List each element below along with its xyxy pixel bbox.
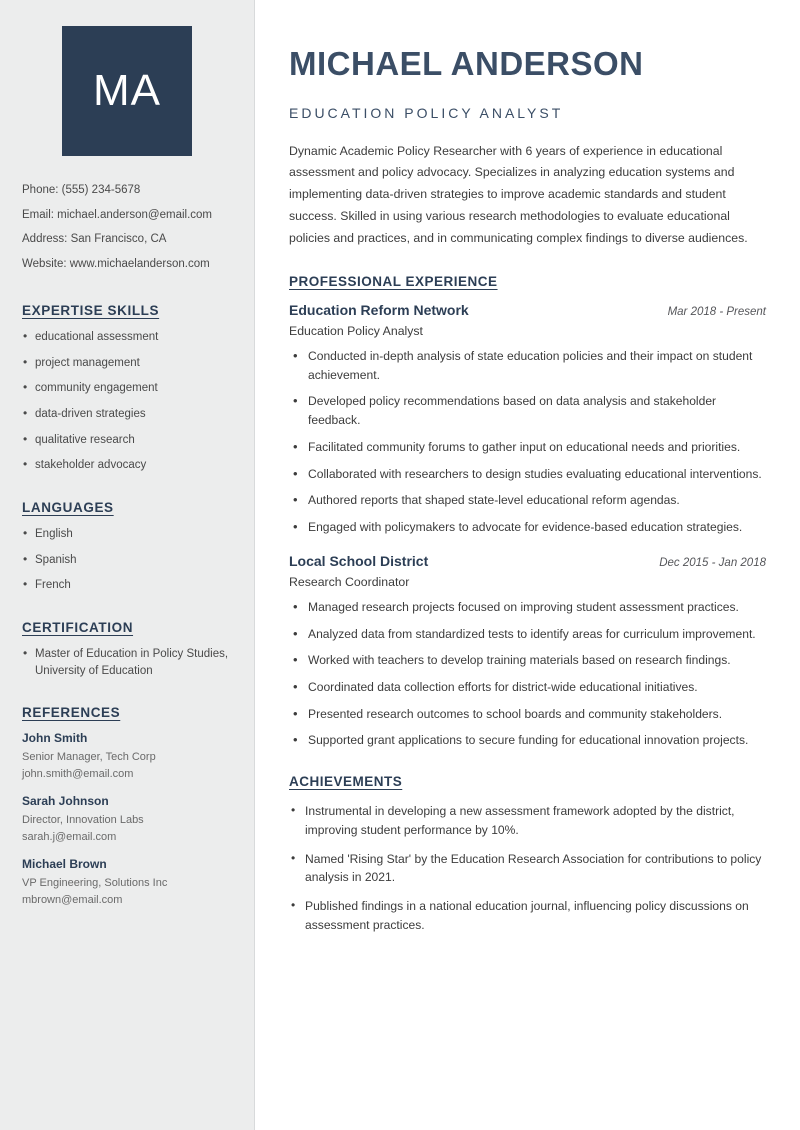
list-item: • Published findings in a national education journal, influencing policy discussions on assessment practices. (289, 897, 766, 934)
list-item: • French (22, 577, 232, 594)
reference-title: VP Engineering, Solutions Inc (22, 877, 168, 890)
reference-email: sarah.j@email.com (22, 830, 117, 843)
section-heading-experience: PROFESSIONAL EXPERIENCE (289, 273, 498, 289)
experience-header (289, 553, 766, 569)
list-item: • community engagement (22, 380, 232, 397)
list-item: • Worked with teachers to develop training materials based on research findings. (289, 651, 766, 670)
reference-title: Director, Innovation Labs (22, 814, 144, 827)
section-heading-achievements: ACHIEVEMENTS (289, 774, 403, 790)
contact-email: Email: michael.anderson@email.com (22, 208, 212, 221)
reference-name: John Smith (22, 731, 88, 746)
section-languages (22, 500, 232, 594)
list-item: • educational assessment (22, 329, 232, 346)
list-item: • Instrumental in developing a new assessment framework adopted by the district, improving student performance by 10%. (289, 802, 766, 839)
list-item: • Managed research projects focused on improving student assessment practices. (289, 598, 766, 617)
list-item: • English (22, 526, 232, 543)
achievements-list (289, 802, 766, 934)
employer-name: Education Reform Network (289, 301, 469, 318)
experience-entry (289, 302, 766, 537)
page-title: MICHAEL ANDERSON (289, 45, 644, 83)
certification-list (22, 646, 232, 679)
section-certification (22, 620, 232, 679)
section-heading-references: REFERENCES (22, 705, 121, 721)
list-item: • Master of Education in Policy Studies, University of Education (22, 646, 232, 679)
responsibility-list (289, 598, 766, 750)
experience-entry (289, 553, 766, 750)
contact-block (22, 178, 232, 277)
list-item: • Developed policy recommendations based on data analysis and stakeholder feedback. (289, 392, 766, 429)
section-heading-skills: EXPERTISE SKILLS (22, 302, 160, 318)
section-references (22, 705, 232, 908)
main-content (255, 0, 800, 1130)
employment-dates: Dec 2015 - Jan 2018 (659, 556, 766, 569)
skills-list (22, 329, 232, 474)
position-title: Research Coordinator (289, 574, 410, 589)
list-item: • Named 'Rising Star' by the Education Research Association for contributions to policy analysis in 2021. (289, 850, 766, 887)
avatar-monogram: MA (62, 26, 192, 156)
list-item: • Analyzed data from standardized tests to identify areas for curriculum improvement. (289, 625, 766, 644)
avatar-wrap (22, 26, 232, 156)
list-item: • qualitative research (22, 432, 232, 449)
job-role-subtitle: EDUCATION POLICY ANALYST (289, 104, 564, 121)
profile-summary: Dynamic Academic Policy Researcher with 6 years of experience in educational assessment and policy advocacy. Specializes in analyzing education systems and implementing data-driven strategies to improve academic standards and student success. Skilled in using various research methodologies to evaluate educational policies and practices, and in communicating complex findings to diverse audiences. (289, 143, 748, 246)
reference-title: Senior Manager, Tech Corp (22, 751, 156, 764)
list-item: • Spanish (22, 552, 232, 569)
reference-email: mbrown@email.com (22, 893, 123, 906)
contact-website: Website: www.michaelanderson.com (22, 258, 210, 271)
contact-phone: Phone: (555) 234-5678 (22, 184, 141, 196)
list-item: • Authored reports that shaped state-level educational reform agendas. (289, 491, 766, 510)
reference-name: Michael Brown (22, 857, 107, 872)
languages-list (22, 526, 232, 594)
reference-email: john.smith@email.com (22, 767, 134, 780)
reference-item (22, 857, 232, 908)
section-heading-certification: CERTIFICATION (22, 619, 134, 635)
reference-item (22, 794, 232, 845)
list-item: • Coordinated data collection efforts for district-wide educational initiatives. (289, 678, 766, 697)
list-item: • Engaged with policymakers to advocate for evidence-based education strategies. (289, 518, 766, 537)
section-expertise-skills (22, 303, 232, 474)
employment-dates: Mar 2018 - Present (667, 305, 766, 318)
list-item: • data-driven strategies (22, 406, 232, 423)
list-item: • project management (22, 355, 232, 372)
contact-address: Address: San Francisco, CA (22, 233, 167, 246)
responsibility-list (289, 347, 766, 537)
position-title: Education Policy Analyst (289, 323, 423, 338)
list-item: • Conducted in-depth analysis of state education policies and their impact on student achievement. (289, 347, 766, 384)
reference-item (22, 731, 232, 782)
employer-name: Local School District (289, 552, 429, 569)
reference-name: Sarah Johnson (22, 794, 109, 809)
sidebar (0, 0, 255, 1130)
experience-header (289, 302, 766, 318)
list-item: • Collaborated with researchers to design studies evaluating educational interventions. (289, 465, 766, 484)
list-item: • Supported grant applications to secure funding for educational innovation projects. (289, 731, 766, 750)
section-heading-languages: LANGUAGES (22, 499, 114, 515)
list-item: • Presented research outcomes to school boards and community stakeholders. (289, 705, 766, 724)
list-item: • stakeholder advocacy (22, 457, 232, 474)
list-item: • Facilitated community forums to gather input on educational needs and priorities. (289, 438, 766, 457)
